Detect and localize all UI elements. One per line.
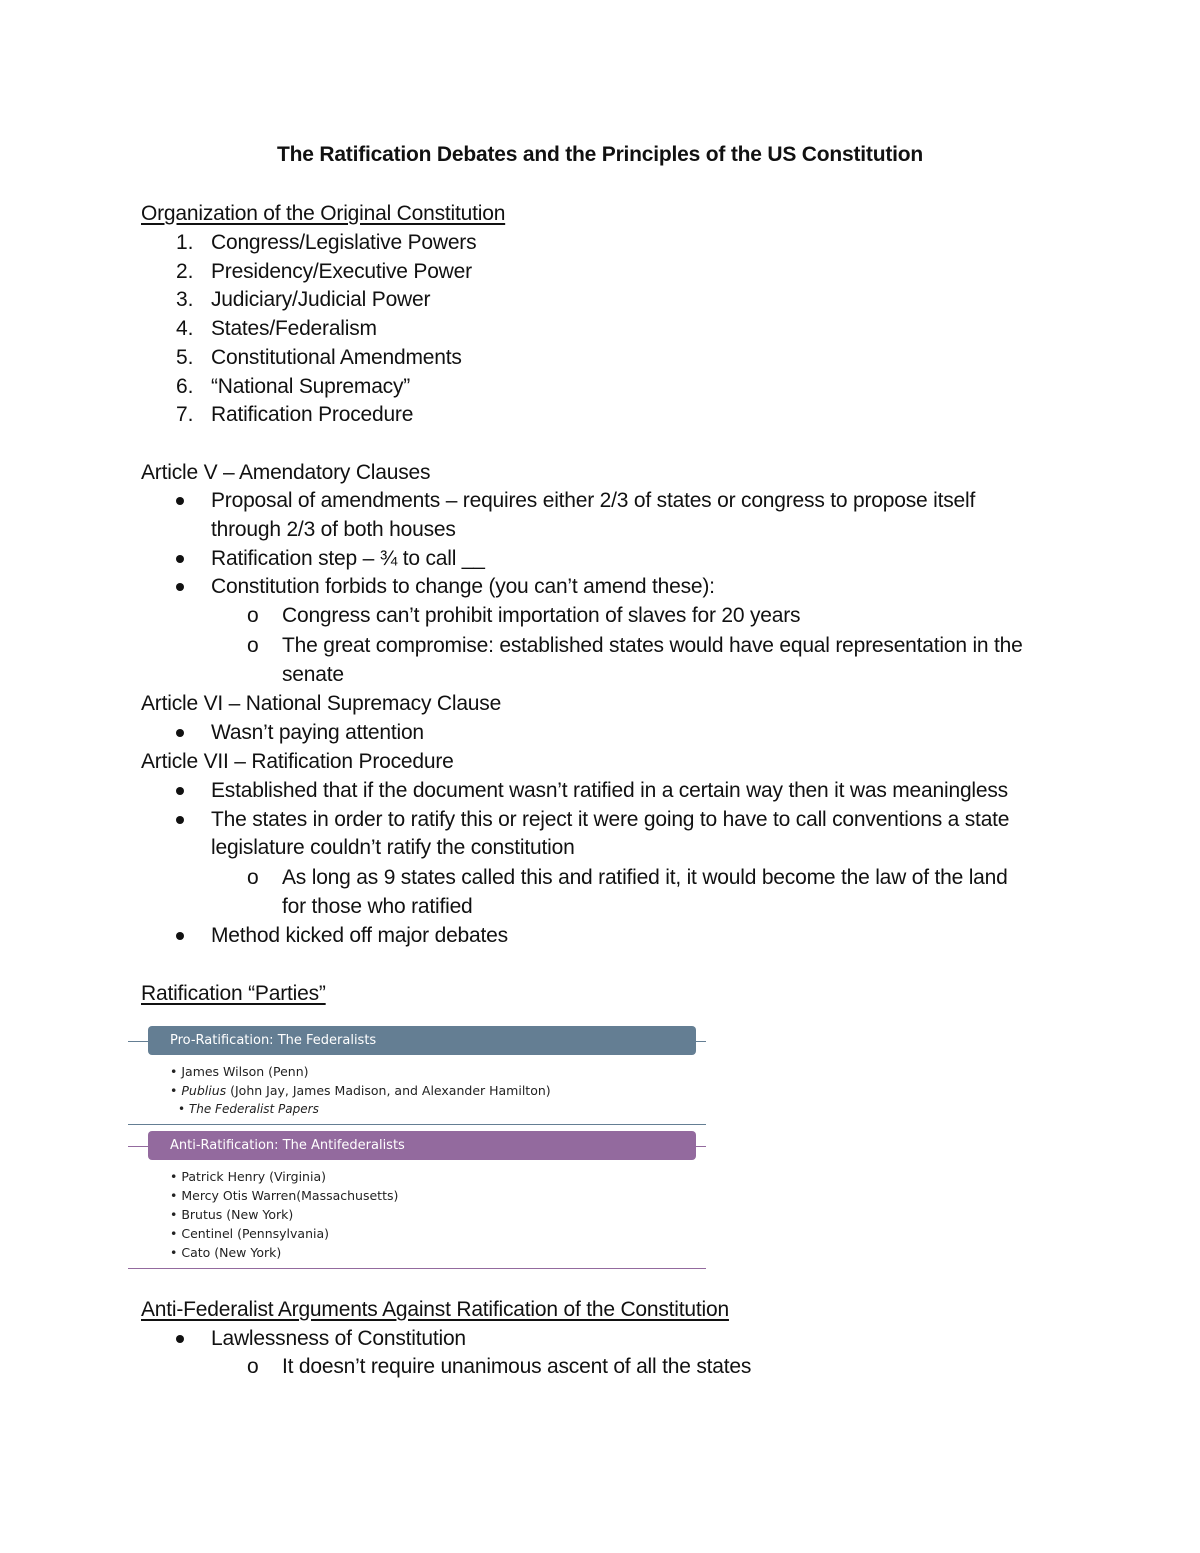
federalist-item-italic: Publius	[181, 1083, 227, 1098]
bullet-dot	[176, 816, 184, 824]
list-number: 5.	[176, 346, 194, 369]
sub-list-item-continued: for those who ratified	[282, 895, 473, 918]
bullet-dot	[176, 729, 184, 737]
list-number: 3.	[176, 288, 194, 311]
federalist-item: • Publius (John Jay, James Madison, and Alexander Hamilton)	[170, 1083, 551, 1098]
antifederalist-item: • Patrick Henry (Virginia)	[170, 1169, 326, 1184]
diagram-connector	[128, 1041, 148, 1042]
federalist-item-rest: (John Jay, James Madison, and Alexander Hamilton)	[226, 1083, 551, 1098]
list-item-continued: legislature couldn’t ratify the constitution	[211, 836, 575, 859]
antifederalists-header-bar: Anti-Ratification: The Antifederalists	[148, 1131, 696, 1160]
bullet-dot	[176, 932, 184, 940]
sub-list-item-continued: senate	[282, 663, 344, 686]
bullet-dot	[176, 1335, 184, 1343]
document-title: The Ratification Debates and the Principles of the US Constitution	[276, 143, 924, 166]
diagram-connector	[128, 1146, 148, 1147]
list-number: 4.	[176, 317, 194, 340]
sub-list-item: It doesn’t require unanimous ascent of all the states	[282, 1355, 752, 1378]
antifederalist-item: • Brutus (New York)	[170, 1207, 294, 1222]
federalists-rule	[128, 1124, 706, 1125]
list-item: Established that if the document wasn’t ratified in a certain way then it was meaningless	[211, 779, 1008, 802]
bullet-dot	[176, 497, 184, 505]
sub-list-item: The great compromise: established states would have equal representation in the	[282, 634, 1023, 657]
list-item: Judiciary/Judicial Power	[211, 288, 431, 311]
circle-bullet-icon: o	[247, 604, 259, 627]
bullet-dot	[176, 555, 184, 563]
list-item: States/Federalism	[211, 317, 377, 340]
sub-list-item: Congress can’t prohibit importation of slaves for 20 years	[282, 604, 801, 627]
federalist-papers: The Federalist Papers	[188, 1102, 319, 1116]
circle-bullet-icon: o	[247, 866, 259, 889]
antifederalists-rule	[128, 1268, 706, 1269]
list-item: Lawlessness of Constitution	[211, 1327, 466, 1350]
organization-heading: Organization of the Original Constitution	[141, 202, 506, 225]
list-item: The states in order to ratify this or reject it were going to have to call conventions a state	[211, 808, 1010, 831]
article7-heading: Article VII – Ratification Procedure	[141, 750, 454, 773]
list-item: Ratification step – ¾ to call __	[211, 547, 485, 570]
article5-heading: Article V – Amendatory Clauses	[141, 461, 431, 484]
antifederalist-item: • Mercy Otis Warren(Massachusetts)	[170, 1188, 399, 1203]
circle-bullet-icon: o	[247, 1355, 259, 1378]
list-item: “National Supremacy”	[211, 375, 411, 398]
article6-heading: Article VI – National Supremacy Clause	[141, 692, 502, 715]
list-item: Wasn’t paying attention	[211, 721, 424, 744]
list-number: 6.	[176, 375, 194, 398]
list-item: Proposal of amendments – requires either 2/3 of states or congress to propose itself	[211, 489, 976, 512]
parties-diagram	[128, 1024, 708, 1274]
diagram-connector	[696, 1041, 706, 1042]
parties-heading: Ratification “Parties”	[141, 982, 326, 1005]
antifederalist-item: • Cato (New York)	[170, 1245, 282, 1260]
list-number: 1.	[176, 231, 194, 254]
list-number: 7.	[176, 403, 194, 426]
list-item: Constitution forbids to change (you can’t amend these):	[211, 575, 715, 598]
list-item: Constitutional Amendments	[211, 346, 462, 369]
list-item: Presidency/Executive Power	[211, 260, 472, 283]
list-item: Ratification Procedure	[211, 403, 414, 426]
list-item-continued: through 2/3 of both houses	[211, 518, 456, 541]
bullet-dot	[176, 787, 184, 795]
federalist-item: • James Wilson (Penn)	[170, 1064, 309, 1079]
list-item: Method kicked off major debates	[211, 924, 508, 947]
sub-list-item: As long as 9 states called this and ratified it, it would become the law of the land	[282, 866, 1008, 889]
list-number: 2.	[176, 260, 194, 283]
federalist-subitem: • The Federalist Papers	[178, 1102, 319, 1116]
bullet-dot	[176, 583, 184, 591]
federalists-header-bar: Pro-Ratification: The Federalists	[148, 1026, 696, 1055]
list-item: Congress/Legislative Powers	[211, 231, 477, 254]
antifederalist-item: • Centinel (Pennsylvania)	[170, 1226, 329, 1241]
circle-bullet-icon: o	[247, 634, 259, 657]
antifed-heading: Anti-Federalist Arguments Against Ratification of the Constitution	[141, 1298, 729, 1321]
diagram-connector	[696, 1146, 706, 1147]
